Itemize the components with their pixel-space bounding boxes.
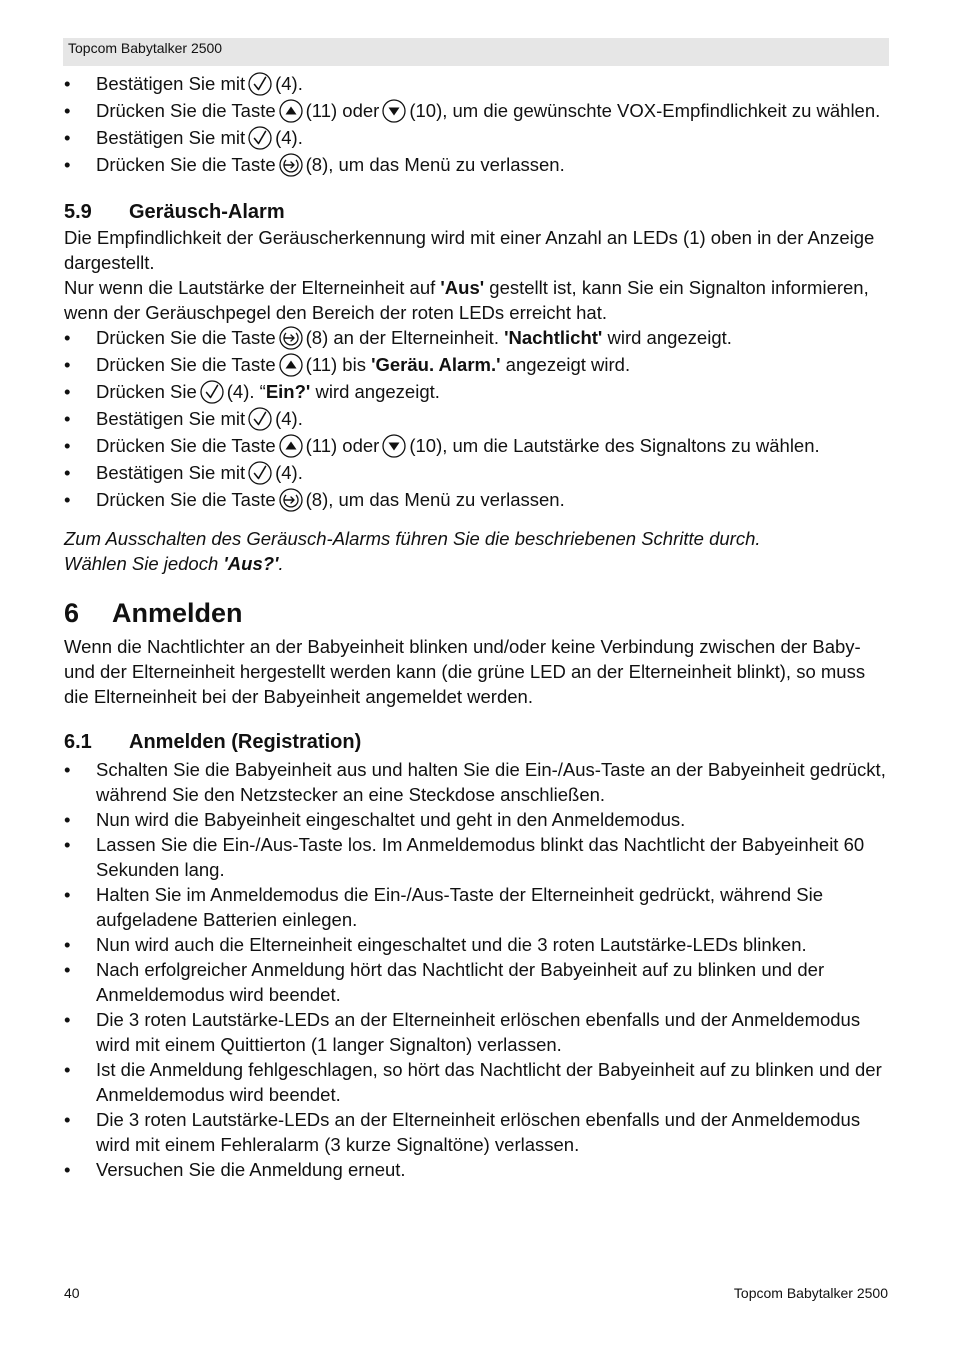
bullet: • [64, 100, 71, 121]
registration-step-list [64, 757, 890, 1182]
top-step-list [64, 71, 890, 177]
page-number: 40 [64, 1285, 80, 1301]
down-arrow-icon [382, 434, 406, 458]
bullet: • [64, 759, 71, 780]
bullet: • [64, 73, 71, 94]
bullet: • [64, 408, 71, 429]
alarm-off-note: Zum Ausschalten des Geräusch-Alarms führen Sie die beschriebenen Schritte durch. Wählen Sie jedoch 'Aus?'. [64, 528, 761, 574]
list-item: • Drücken Sie die Taste (11) oder (10), um die Lautstärke des Signaltons zu wählen. [64, 435, 820, 456]
bullet: • [64, 154, 71, 175]
list-item: • Bestätigen Sie mit (4). [64, 127, 303, 148]
check-icon [248, 407, 272, 431]
list-item: • Nun wird auch die Elterneinheit eingeschaltet und die 3 roten Lautstärke-LEDs blinken. [64, 934, 807, 955]
list-item: • Bestätigen Sie mit (4). [64, 408, 303, 429]
chapter-6-paragraph: Wenn die Nachtlichter an der Babyeinheit blinken und/oder keine Verbindung zwischen der Baby- und der Elterneinheit hergestellt werden kann (die grüne LED an der Elterneinheit blinkt), so muss die Elterneinheit bei der Babyeinheit angemeldet werden. [64, 636, 866, 707]
list-item: • Ist die Anmeldung fehlgeschlagen, so hört das Nachtlicht der Babyeinheit auf zu blinken und der Anmeldemodus wird beendet. [64, 1059, 882, 1105]
bullet: • [64, 327, 71, 348]
chapter-heading-6: 6 Anmelden [64, 598, 243, 628]
bullet: • [64, 1159, 71, 1180]
bullet: • [64, 1109, 71, 1130]
bullet: • [64, 934, 71, 955]
up-arrow-icon [279, 99, 303, 123]
bullet: • [64, 354, 71, 375]
bullet: • [64, 1009, 71, 1030]
alarm-step-list [64, 325, 890, 512]
footer-title: Topcom Babytalker 2500 [733, 1285, 888, 1301]
exit-icon [279, 488, 303, 512]
list-item: • Nun wird die Babyeinheit eingeschaltet und geht in den Anmeldemodus. [64, 809, 686, 830]
list-item: • Versuchen Sie die Anmeldung erneut. [64, 1159, 406, 1180]
list-item: • Drücken Sie (4). “Ein?' wird angezeigt. [64, 381, 440, 402]
bullet: • [64, 959, 71, 980]
list-item: • Drücken Sie die Taste (8), um das Menü zu verlassen. [64, 154, 565, 175]
list-item: • Halten Sie im Anmeldemodus die Ein-/Aus-Taste der Elterneinheit gedrückt, während Sie aufgeladene Batterien einlegen. [64, 884, 824, 930]
bullet: • [64, 884, 71, 905]
bullet: • [64, 1059, 71, 1080]
bullet: • [64, 127, 71, 148]
list-item: • Nach erfolgreicher Anmeldung hört das Nachtlicht der Babyeinheit auf zu blinken und der Anmeldemodus wird beendet. [64, 959, 825, 1005]
bullet: • [64, 834, 71, 855]
list-item: • Lassen Sie die Ein-/Aus-Taste los. Im Anmeldemodus blinkt das Nachtlicht der Babyeinheit 60 Sekunden lang. [64, 834, 865, 880]
list-item: • Schalten Sie die Babyeinheit aus und halten Sie die Ein-/Aus-Taste an der Babyeinheit gedrückt, während Sie den Netzstecker an eine Steckdose anschließen. [64, 759, 886, 805]
exit-icon [279, 153, 303, 177]
bullet: • [64, 489, 71, 510]
list-item: • Drücken Sie die Taste (11) oder (10), um die gewünschte VOX-Empfindlichkeit zu wählen. [64, 100, 881, 121]
check-icon [248, 126, 272, 150]
page-content [64, 70, 890, 1182]
section-heading-5-9: 5.9 Geräusch-Alarm [64, 201, 285, 223]
check-icon [200, 380, 224, 404]
up-arrow-icon [279, 434, 303, 458]
bullet: • [64, 381, 71, 402]
page-header [63, 38, 889, 66]
list-item: • Drücken Sie die Taste (8), um das Menü zu verlassen. [64, 489, 565, 510]
bullet: • [64, 809, 71, 830]
down-arrow-icon [382, 99, 406, 123]
list-item: • Drücken Sie die Taste (8) an der Elterneinheit. 'Nachtlicht' wird angezeigt. [64, 327, 732, 348]
bullet: • [64, 462, 71, 483]
section-5-9-paragraph-2: Nur wenn die Lautstärke der Elterneinheit auf 'Aus' gestellt ist, kann Sie ein Signalton informieren, wenn der Geräuschpegel den Bereich der roten LEDs erreicht hat. [64, 277, 869, 323]
list-item: • Bestätigen Sie mit (4). [64, 462, 303, 483]
header-title: Topcom Babytalker 2500 [68, 40, 223, 56]
list-item: • Die 3 roten Lautstärke-LEDs an der Elterneinheit erlöschen ebenfalls und der Anmeldemodus wird mit einem Quittierton (1 langer Signalton) verlassen. [64, 1009, 861, 1055]
section-heading-6-1: 6.1 Anmelden (Registration) [64, 731, 362, 753]
exit-icon [279, 326, 303, 350]
check-icon [248, 72, 272, 96]
list-item: • Bestätigen Sie mit (4). [64, 73, 303, 94]
section-5-9-paragraph-1: Die Empfindlichkeit der Geräuscherkennung wird mit einer Anzahl an LEDs (1) oben in der Anzeige dargestellt. [64, 227, 875, 273]
list-item: • Drücken Sie die Taste (11) bis 'Geräu. Alarm.' angezeigt wird. [64, 354, 631, 375]
up-arrow-icon [279, 353, 303, 377]
bullet: • [64, 435, 71, 456]
check-icon [248, 461, 272, 485]
list-item: • Die 3 roten Lautstärke-LEDs an der Elterneinheit erlöschen ebenfalls und der Anmeldemodus wird mit einem Fehleralarm (3 kurze Signaltöne) verlassen. [64, 1109, 861, 1155]
